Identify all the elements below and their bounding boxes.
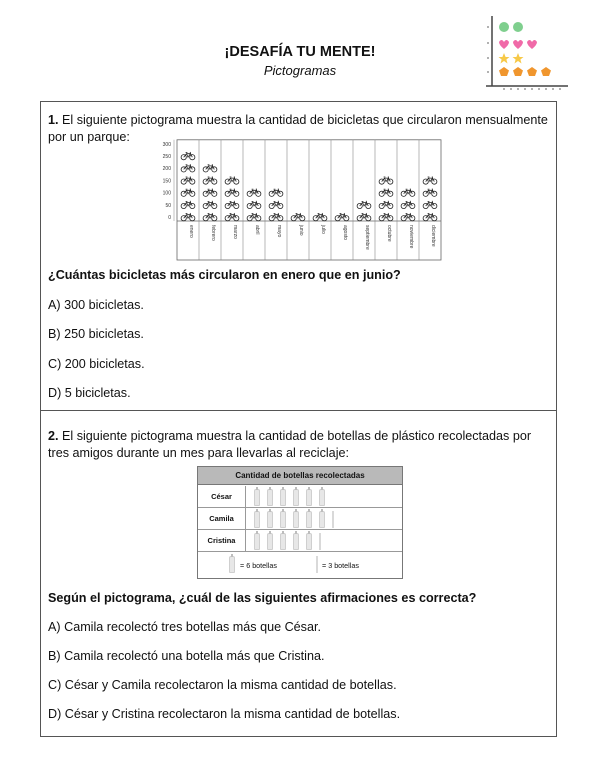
- row-name: Cristina: [198, 530, 246, 552]
- month-label: abril: [254, 225, 260, 235]
- bicycle-icon: [203, 213, 217, 221]
- bicycle-icon: [401, 189, 415, 197]
- bottle-icon: [254, 511, 260, 528]
- bicycle-icon: [181, 176, 195, 184]
- legend-bottle-icon: [229, 556, 235, 573]
- bicycle-pictogram: [155, 139, 451, 261]
- bicycle-icon: [203, 176, 217, 184]
- decorative-pictogram-icon: [478, 12, 570, 94]
- question-1-question: ¿Cuántas bicicletas más circularon en enero que en junio?: [48, 268, 401, 282]
- deco-yellow-stars: [499, 53, 524, 64]
- y-tick-label: 200: [162, 166, 171, 173]
- question-2-box: [40, 410, 557, 737]
- bottle-icon: [267, 489, 273, 506]
- month-label: febrero: [210, 225, 216, 241]
- month-label: mayo: [276, 225, 282, 238]
- bicycle-icon: [379, 176, 393, 184]
- bicycle-icon: [313, 213, 327, 221]
- bottle-icon: [293, 511, 299, 528]
- bicycle-icon: [379, 213, 393, 221]
- bicycle-icon: [181, 213, 195, 221]
- month-label: julio: [320, 225, 326, 234]
- bicycle-icon: [203, 164, 217, 172]
- bottle-icon: [254, 489, 260, 506]
- legend-half: = 3 botellas: [322, 561, 359, 570]
- bottles-row-cesar: [198, 486, 402, 508]
- q1-option-b[interactable]: B) 250 bicicletas.: [48, 327, 144, 341]
- q2-option-c[interactable]: C) César y Camila recolectaron la misma cantidad de botellas.: [48, 678, 397, 692]
- bicycle-icon: [269, 189, 283, 197]
- bicycle-icon: [203, 201, 217, 209]
- month-label: octubre: [386, 225, 392, 242]
- bottles-legend: [198, 553, 402, 577]
- bottles-pictogram: [197, 466, 403, 579]
- bottle-icon: [319, 511, 325, 528]
- bottle-icon: [293, 533, 299, 550]
- q1-option-c[interactable]: C) 200 bicicletas.: [48, 357, 145, 371]
- bicycle-icon: [225, 176, 239, 184]
- bicycle-icon: [423, 176, 437, 184]
- question-2-text: El siguiente pictograma muestra la cantidad de botellas de plástico recolectadas por tres amigos durante un mes para llevarlas al reciclaje:: [48, 429, 532, 460]
- bottle-icon: [280, 511, 286, 528]
- bicycle-icon: [423, 189, 437, 197]
- month-label: enero: [188, 225, 194, 238]
- question-1-text: El siguiente pictograma muestra la cantidad de bicicletas que circularon mensualmente por un parque:: [48, 113, 548, 144]
- bicycle-icon: [379, 189, 393, 197]
- question-2-number: 2.: [48, 429, 59, 443]
- y-tick-label: 50: [165, 202, 171, 209]
- row-name: César: [198, 486, 246, 508]
- deco-orange-pentagons: [499, 67, 551, 76]
- bottles-row-camila: [198, 508, 402, 530]
- bottle-icon: [306, 511, 312, 528]
- legend-full: = 6 botellas: [240, 561, 277, 570]
- month-label: agosto: [342, 225, 348, 241]
- month-label: marzo: [232, 225, 238, 239]
- q1-option-a[interactable]: A) 300 bicicletas.: [48, 298, 144, 312]
- bottles-row-cristina: [198, 530, 402, 552]
- bicycle-icon: [357, 213, 371, 221]
- question-2-question: Según el pictograma, ¿cuál de las siguientes afirmaciones es correcta?: [48, 591, 477, 605]
- question-2-intro: [48, 428, 548, 462]
- question-1-box: [40, 101, 557, 411]
- bicycle-icon: [401, 213, 415, 221]
- bicycle-icon: [225, 201, 239, 209]
- bottle-icon: [319, 489, 325, 506]
- deco-pink-hearts: [499, 40, 537, 49]
- month-label: diciembre: [430, 225, 436, 247]
- month-label: noviembre: [408, 225, 414, 249]
- bottle-icon: [280, 533, 286, 550]
- legend-half-bottle-icon: [316, 556, 318, 573]
- month-label: septiembre: [364, 225, 370, 250]
- half-bottle-icon: [332, 511, 334, 528]
- bicycle-icon: [379, 201, 393, 209]
- bottle-icon: [306, 533, 312, 550]
- bicycle-icon: [335, 213, 349, 221]
- bicycle-icon: [269, 213, 283, 221]
- bicycle-icon: [423, 213, 437, 221]
- bicycle-icon: [225, 189, 239, 197]
- bottle-icon: [267, 533, 273, 550]
- bicycle-icon: [269, 201, 283, 209]
- page-subtitle: Pictogramas: [263, 63, 337, 78]
- page-title: ¡DESAFÍA TU MENTE!: [224, 44, 376, 60]
- bottles-table-title: Cantidad de botellas recolectadas: [198, 467, 402, 485]
- question-1-number: 1.: [48, 113, 59, 127]
- bicycle-icon: [181, 152, 195, 160]
- bicycle-icon: [357, 201, 371, 209]
- bicycle-icon: [247, 213, 261, 221]
- bicycle-icon: [401, 201, 415, 209]
- q1-option-d[interactable]: D) 5 bicicletas.: [48, 386, 131, 400]
- bicycle-icon: [423, 201, 437, 209]
- bottle-icon: [267, 511, 273, 528]
- bicycle-icon: [181, 189, 195, 197]
- bicycle-icon: [181, 201, 195, 209]
- bicycle-icon: [247, 201, 261, 209]
- bicycle-icon: [203, 189, 217, 197]
- bottle-icon: [306, 489, 312, 506]
- y-tick-label: 150: [162, 178, 171, 185]
- y-tick-label: 300: [162, 141, 171, 148]
- bicycle-icon: [247, 189, 261, 197]
- bottle-icon: [254, 533, 260, 550]
- q2-option-b[interactable]: B) Camila recolectó una botella más que Cristina.: [48, 649, 325, 663]
- bottle-icon: [293, 489, 299, 506]
- y-tick-label: 250: [162, 154, 171, 160]
- bicycle-icon: [291, 213, 305, 221]
- month-label: junio: [298, 225, 304, 236]
- q2-option-a[interactable]: A) Camila recolectó tres botellas más que César.: [48, 620, 321, 634]
- y-tick-label: 0: [168, 215, 171, 221]
- bicycle-icon: [225, 213, 239, 221]
- q2-option-d[interactable]: D) César y Cristina recolectaron la misma cantidad de botellas.: [48, 707, 401, 721]
- bottle-icon: [280, 489, 286, 506]
- row-name: Camila: [198, 508, 246, 530]
- deco-green-circles: [499, 22, 523, 32]
- y-tick-label: 100: [162, 190, 171, 197]
- bicycle-icon: [181, 164, 195, 172]
- half-bottle-icon: [319, 533, 321, 550]
